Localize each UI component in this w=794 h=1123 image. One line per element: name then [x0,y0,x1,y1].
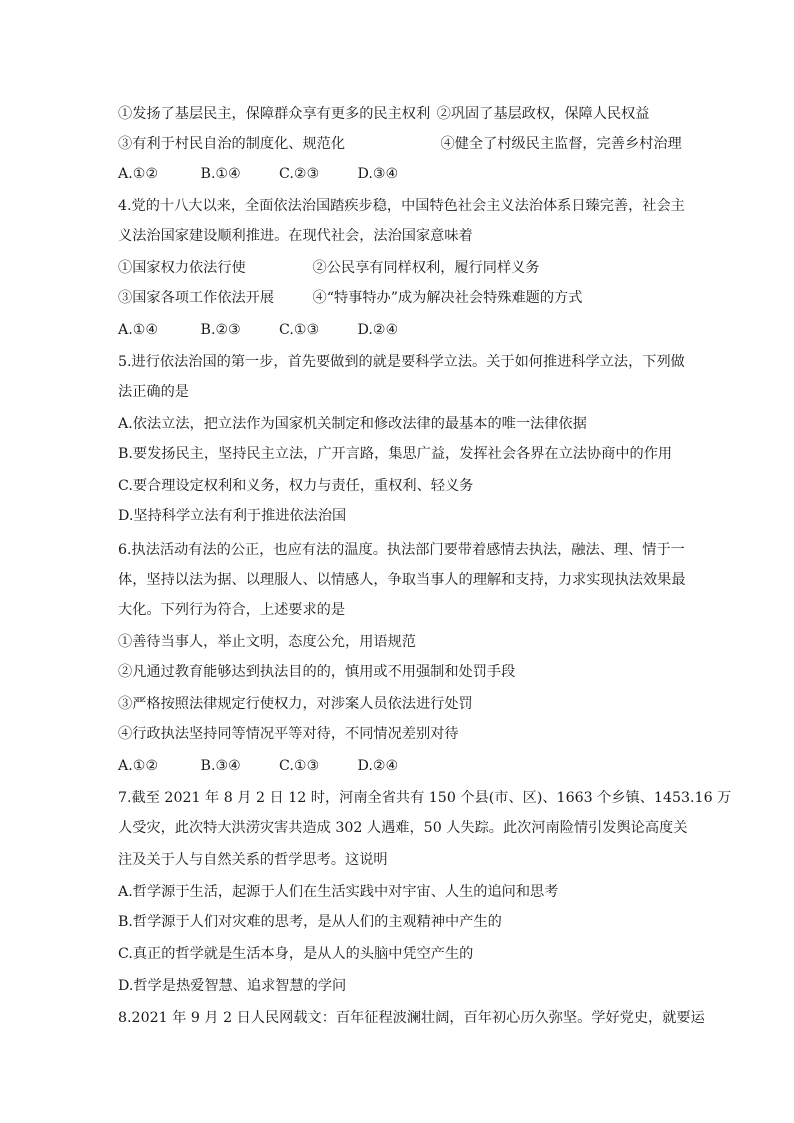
q6-stem-line-2: 体，坚持以法为据、以理服人、以情感人，争取当事人的理解和支持，力求实现执法效果最 [118,572,686,588]
q4-choice-d: D.②④ [357,322,399,338]
q6-choice-d: D.②④ [357,758,399,774]
q7-option-c: C.真正的哲学就是生活本身，是从人的头脑中凭空产生的 [118,946,474,962]
q8-stem-line-1: 8.2021 年 9 月 2 日人民网载文：百年征程波澜壮阔，百年初心历久弥坚。学好党史，就要运 [118,1010,705,1026]
q4-choice-c: C.①③ [279,322,320,338]
q6-choices [118,756,398,776]
q4-options-row-2 [118,288,582,308]
q3-options-row-1 [118,104,649,124]
q4-option-3: ③国家各项工作依法开展 [118,290,275,306]
q4-stem-line-1: 4.党的十八大以来，全面依法治国踏疾步稳，中国特色社会主义法治体系日臻完善，社会主 [118,198,685,214]
q4-options-row-1 [118,258,540,278]
q5-option-d: D.坚持科学立法有利于推进依法治国 [118,508,347,524]
q4-option-2: ②公民享有同样权利，履行同样义务 [312,260,540,276]
q3-options-row-2 [118,134,682,154]
q4-choice-a: A.①④ [118,322,159,338]
q6-choice-c: C.①③ [279,758,320,774]
q7-stem-line-1: 7.截至 2021 年 8 月 2 日 12 时，河南全省共有 150 个县(市、区)、1663 个乡镇、1453.16 万 [118,790,732,806]
q6-stem-line-1: 6.执法活动有法的公正，也应有法的温度。执法部门要带着感情去执法，融法、理、情于一 [118,542,685,558]
q3-choice-a: A.①② [118,166,159,182]
q3-choice-d: D.③④ [357,166,399,182]
q5-option-a: A.依法立法，把立法作为国家机关制定和修改法律的最基本的唯一法律依据 [118,416,587,432]
q6-option-4: ④行政执法坚持同等情况平等对待，不同情况差别对待 [118,726,459,742]
q4-choices [118,320,398,340]
q4-option-4: ④“特事特办”成为解决社会特殊难题的方式 [312,290,583,306]
q6-stem-line-3: 大化。下列行为符合，上述要求的是 [118,602,346,618]
q4-stem-line-2: 义法治国家建设顺利推进。在现代社会，法治国家意味着 [118,228,473,244]
q4-option-1: ①国家权力依法行使 [118,260,246,276]
q4-choice-b: B.②③ [200,322,241,338]
q5-option-c: C.要合理设定权利和义务，权力与责任，重权利、轻义务 [118,478,474,494]
q7-option-a: A.哲学源于生活，起源于人们在生活实践中对宇宙、人生的追问和思考 [118,884,559,900]
q5-stem-line-1: 5.进行依法治国的第一步，首先要做到的就是要科学立法。关于如何推进科学立法，下列做 [118,354,685,370]
q6-option-3: ③严格按照法律规定行使权力，对涉案人员依法进行处罚 [118,696,473,712]
q5-stem-line-2: 法正确的是 [118,384,189,400]
q3-choice-b: B.①④ [200,166,241,182]
q6-choice-b: B.③④ [200,758,241,774]
q3-option-1: ①发扬了基层民主，保障群众享有更多的民主权利 [118,106,431,122]
q3-choice-c: C.②③ [279,166,320,182]
q3-option-2: ②巩固了基层政权，保障人民权益 [436,106,650,122]
q3-choices [118,164,398,184]
q6-option-1: ①善待当事人，举止文明，态度公允，用语规范 [118,634,416,650]
q3-option-4: ④健全了村级民主监督，完善乡村治理 [440,136,682,152]
q7-stem-line-2: 人受灾，此次特大洪涝灾害共造成 302 人遇难，50 人失踪。此次河南险情引发舆论高度关 [118,820,688,836]
q6-choice-a: A.①② [118,758,159,774]
q3-option-3: ③有利于村民自治的制度化、规范化 [118,136,346,152]
q7-stem-line-3: 注及关于人与自然关系的哲学思考。这说明 [118,852,388,868]
q6-option-2: ②凡通过教育能够达到执法目的的，慎用或不用强制和处罚手段 [118,664,516,680]
q7-option-d: D.哲学是热爱智慧、追求智慧的学问 [118,978,347,994]
q5-option-b: B.要发扬民主，坚持民主立法，广开言路，集思广益，发挥社会各界在立法协商中的作用 [118,446,673,462]
q7-option-b: B.哲学源于人们对灾难的思考，是从人们的主观精神中产生的 [118,914,502,930]
